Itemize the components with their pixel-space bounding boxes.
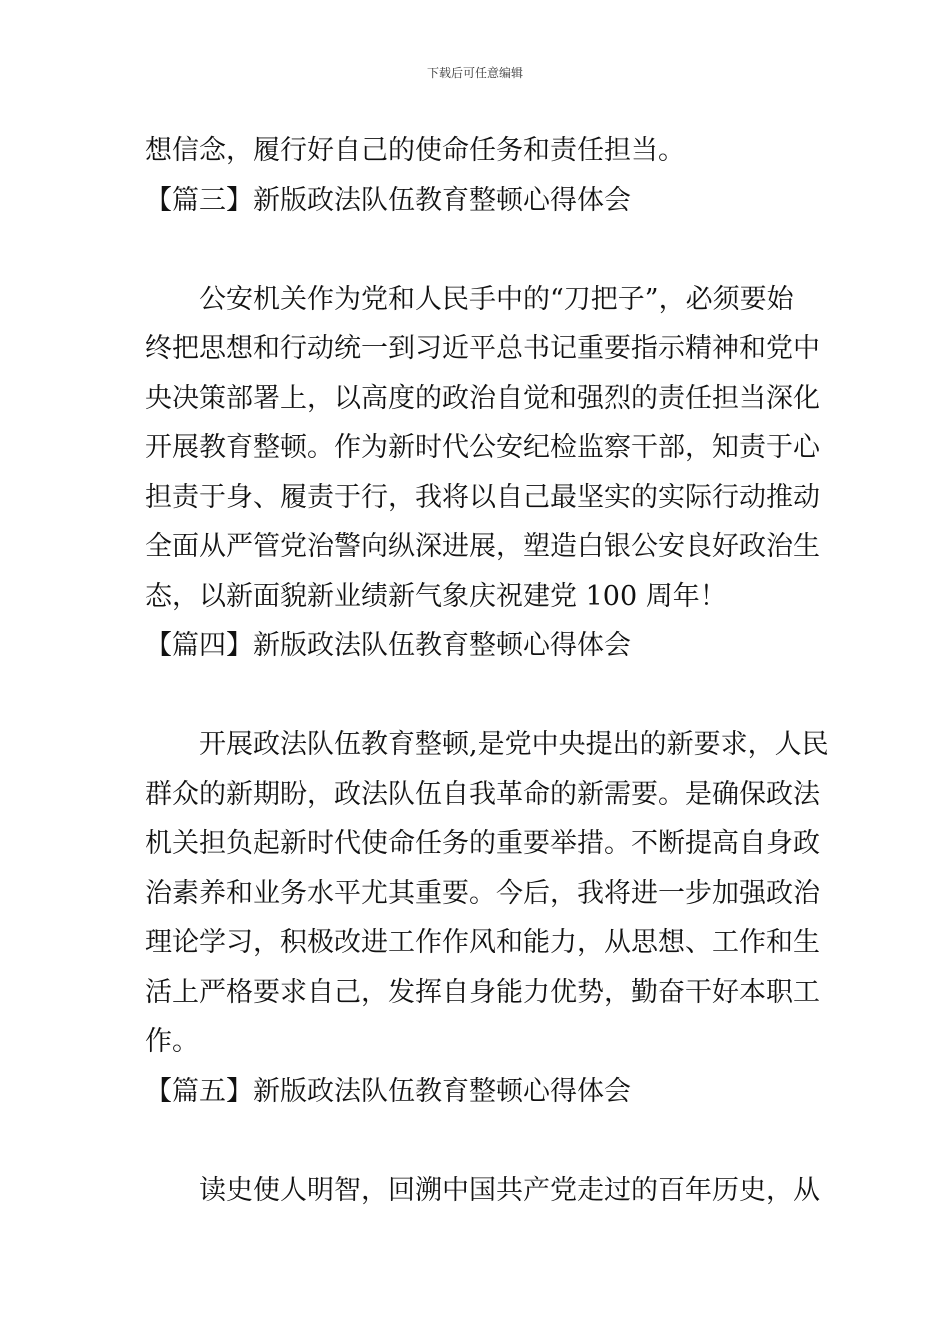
paragraph-line: 活上严格要求自己，发挥自身能力优势，勤奋干好本职工 <box>145 976 820 1008</box>
paragraph-line: 态，以新面貌新业绩新气象庆祝建党 100 周年！ <box>145 580 727 612</box>
section-heading-5: 【篇五】新版政法队伍教育整顿心得体会 <box>145 1075 631 1107</box>
paragraph-line: 担责于身、履责于行，我将以自己最坚实的实际行动推动 <box>145 481 820 513</box>
paragraph-line: 机关担负起新时代使命任务的重要举措。不断提高自身政 <box>145 828 820 859</box>
section-heading-3: 【篇三】新版政法队伍教育整顿心得体会 <box>145 184 631 216</box>
paragraph-line: 读史使人明智，回溯中国共产党走过的百年历史，从 <box>145 1174 820 1206</box>
page-header: 下载后可任意编辑 <box>426 66 523 80</box>
paragraph-line: 开展教育整顿。作为新时代公安纪检监察干部，知责于心 <box>145 432 820 463</box>
paragraph-line: 全面从严管党治警向纵深进展，塑造白银公安良好政治生 <box>145 531 820 562</box>
blank-line <box>145 1116 810 1166</box>
blank-line <box>145 225 810 275</box>
paragraph-line: 治素养和业务水平尤其重要。今后，我将进一步加强政治 <box>145 877 820 909</box>
section-heading-4: 【篇四】新版政法队伍教育整顿心得体会 <box>145 630 631 661</box>
paragraph-line: 群众的新期盼，政法队伍自我革命的新需要。是确保政法 <box>145 778 820 810</box>
document-body <box>145 126 829 1215</box>
blank-line <box>145 671 810 721</box>
paragraph-line: 开展政法队伍教育整顿,是党中央提出的新要求，人民 <box>145 729 829 760</box>
paragraph-line: 央决策部署上，以高度的政治自觉和强烈的责任担当深化 <box>145 382 820 414</box>
text-line: 想信念，履行好自己的使命任务和责任担当。 <box>145 135 685 166</box>
paragraph-line: 理论学习，积极改进工作作风和能力，从思想、工作和生 <box>145 927 820 958</box>
paragraph-line: 终把思想和行动统一到习近平总书记重要指示精神和党中 <box>145 333 820 364</box>
paragraph-line: 作。 <box>145 1026 199 1057</box>
paragraph-line: 公安机关作为党和人民手中的“刀把子”，必须要始 <box>145 283 794 315</box>
